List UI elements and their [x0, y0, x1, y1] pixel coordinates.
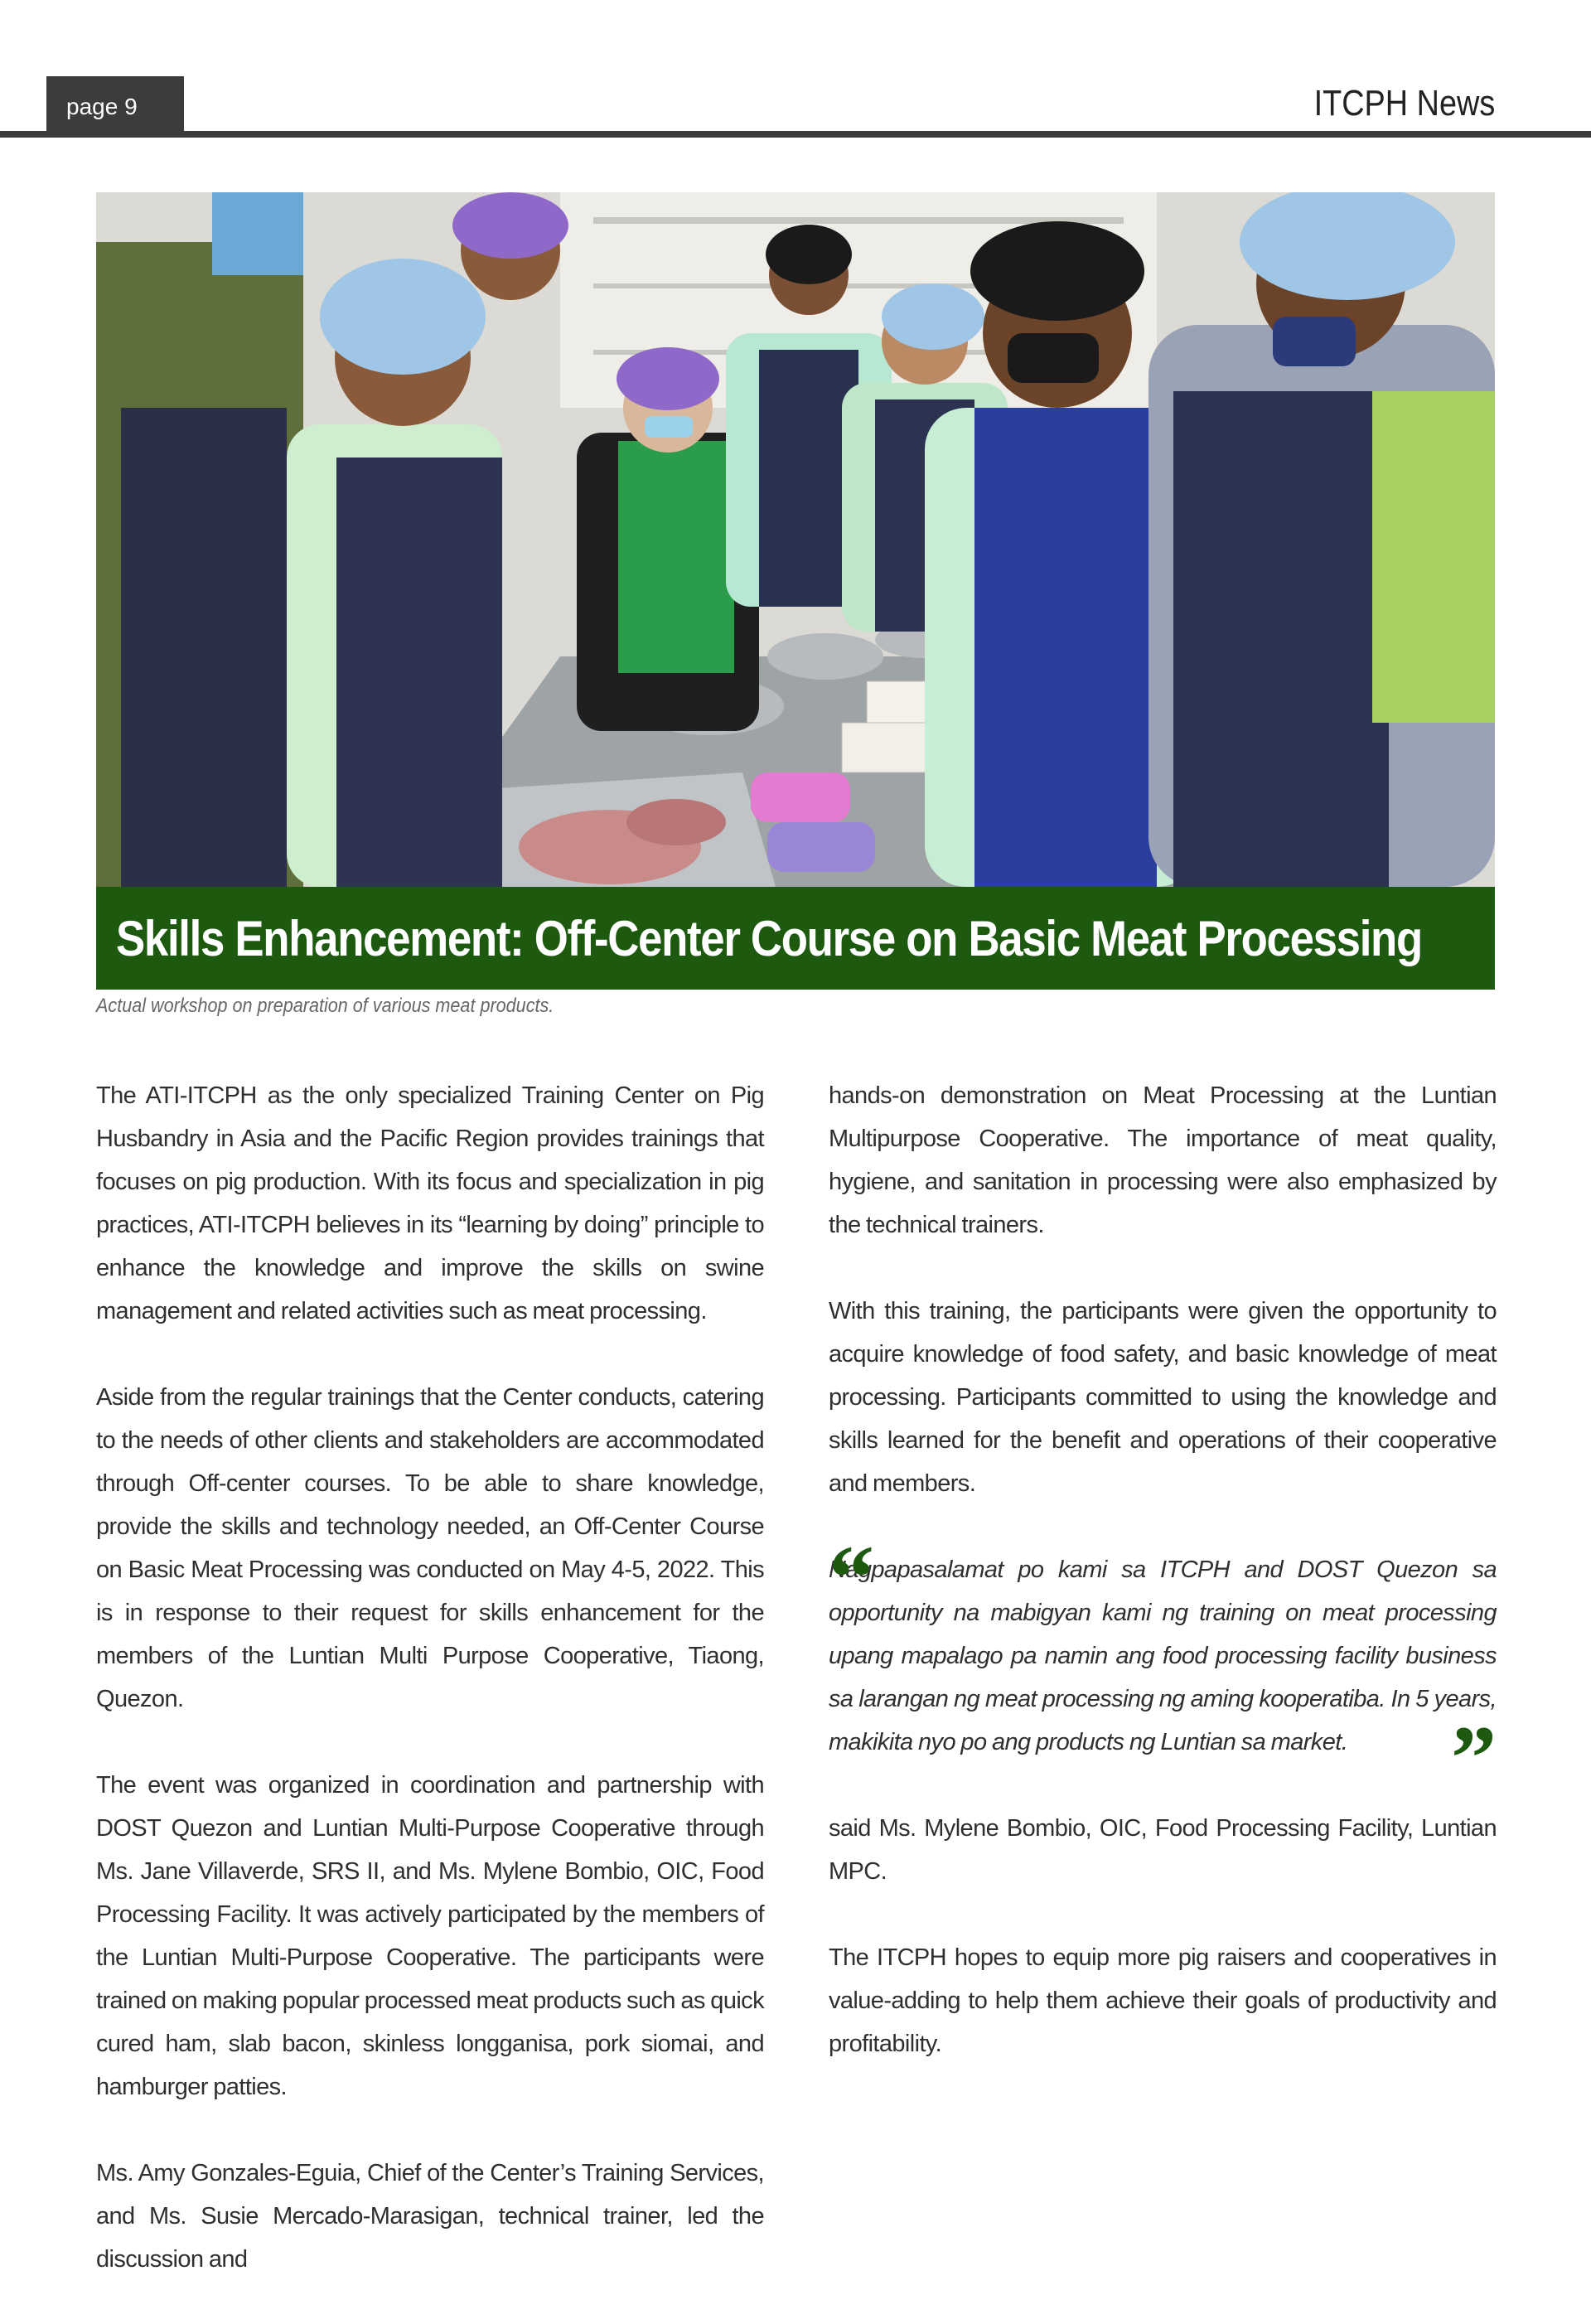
header-rule	[0, 131, 1591, 138]
body-paragraph: With this training, the participants were given the opportunity to acquire knowledge of food safety, and basic knowledge of meat processing. Participants committed to using the knowledge and skills learned for the benefit and operations of their cooperative and members.	[829, 1298, 1497, 1497]
article-title: Skills Enhancement: Off-Center Course on Basic Meat Processing	[116, 910, 1422, 966]
workshop-photo	[96, 192, 1495, 887]
close-quote-icon: ”	[1451, 1707, 1497, 1808]
body-paragraph: Ms. Amy Gonzales-Eguia, Chief of the Center’s Training Services, and Ms. Susie Mercado-Marasigan, technical trainer, led the discussion and	[96, 2160, 764, 2273]
body-paragraph: Aside from the regular trainings that the Center conducts, catering to the needs of other clients and stakeholders are accommodated through Off-center courses. To be able to share knowledge, provide the skills and technology needed, an Off-Center Course on Basic Meat Processing was conducted on May 4-5, 2022. This is in response to their request for skills enhancement for the members of the Luntian Multi Purpose Cooperative, Tiaong, Quezon.	[96, 1384, 764, 1712]
publication-name: ITCPH News	[1313, 83, 1495, 123]
photo-caption: Actual workshop on preparation of various meat products.	[96, 995, 554, 1017]
quote-text: Nagpapasalamat po kami sa ITCPH and DOST Quezon sa opportunity na mabigyan kami ng training on meat processing upang mapalago pa namin ang food processing facility business sa larangan ng meat processing ng aming kooperatiba. In 5 years, makikita nyo po ang products ng Luntian sa market.	[829, 1557, 1497, 1755]
page-number-tab: page 9	[46, 76, 184, 138]
article-title-band	[96, 887, 1495, 990]
open-quote-icon: “	[829, 1527, 874, 1628]
body-paragraph: The event was organized in coordination and partnership with DOST Quezon and Luntian Multi-Purpose Cooperative through Ms. Jane Villaverde, SRS II, and Ms. Mylene Bombio, OIC, Food Processing Facility. It was actively participated by the members of the Luntian Multi-Purpose Cooperative. The participants were trained on making popular processed meat products such as quick cured ham, slab bacon, skinless longganisa, pork siomai, and hamburger patties.	[96, 1772, 764, 2100]
body-paragraph: The ATI-ITCPH as the only specialized Training Center on Pig Husbandry in Asia and the Pacific Region provides trainings that focuses on pig production. With its focus and specialization in pig practices, ATI-ITCPH believes in its “learning by doing” principle to enhance the knowledge and improve the skills on swine management and related activities such as meat processing.	[96, 1082, 764, 1324]
pull-quote	[829, 1527, 1497, 1808]
quote-attribution: said Ms. Mylene Bombio, OIC, Food Processing Facility, Luntian MPC.	[829, 1815, 1497, 1885]
body-paragraph: hands-on demonstration on Meat Processing at the Luntian Multipurpose Cooperative. The importance of meat quality, hygiene, and sanitation in processing were also emphasized by the technical trainers.	[829, 1082, 1497, 1238]
body-paragraph: The ITCPH hopes to equip more pig raisers and cooperatives in value-adding to help them achieve their goals of productivity and profitability.	[829, 1944, 1497, 2057]
right-column	[829, 1074, 1497, 2109]
left-column	[96, 1074, 764, 2324]
